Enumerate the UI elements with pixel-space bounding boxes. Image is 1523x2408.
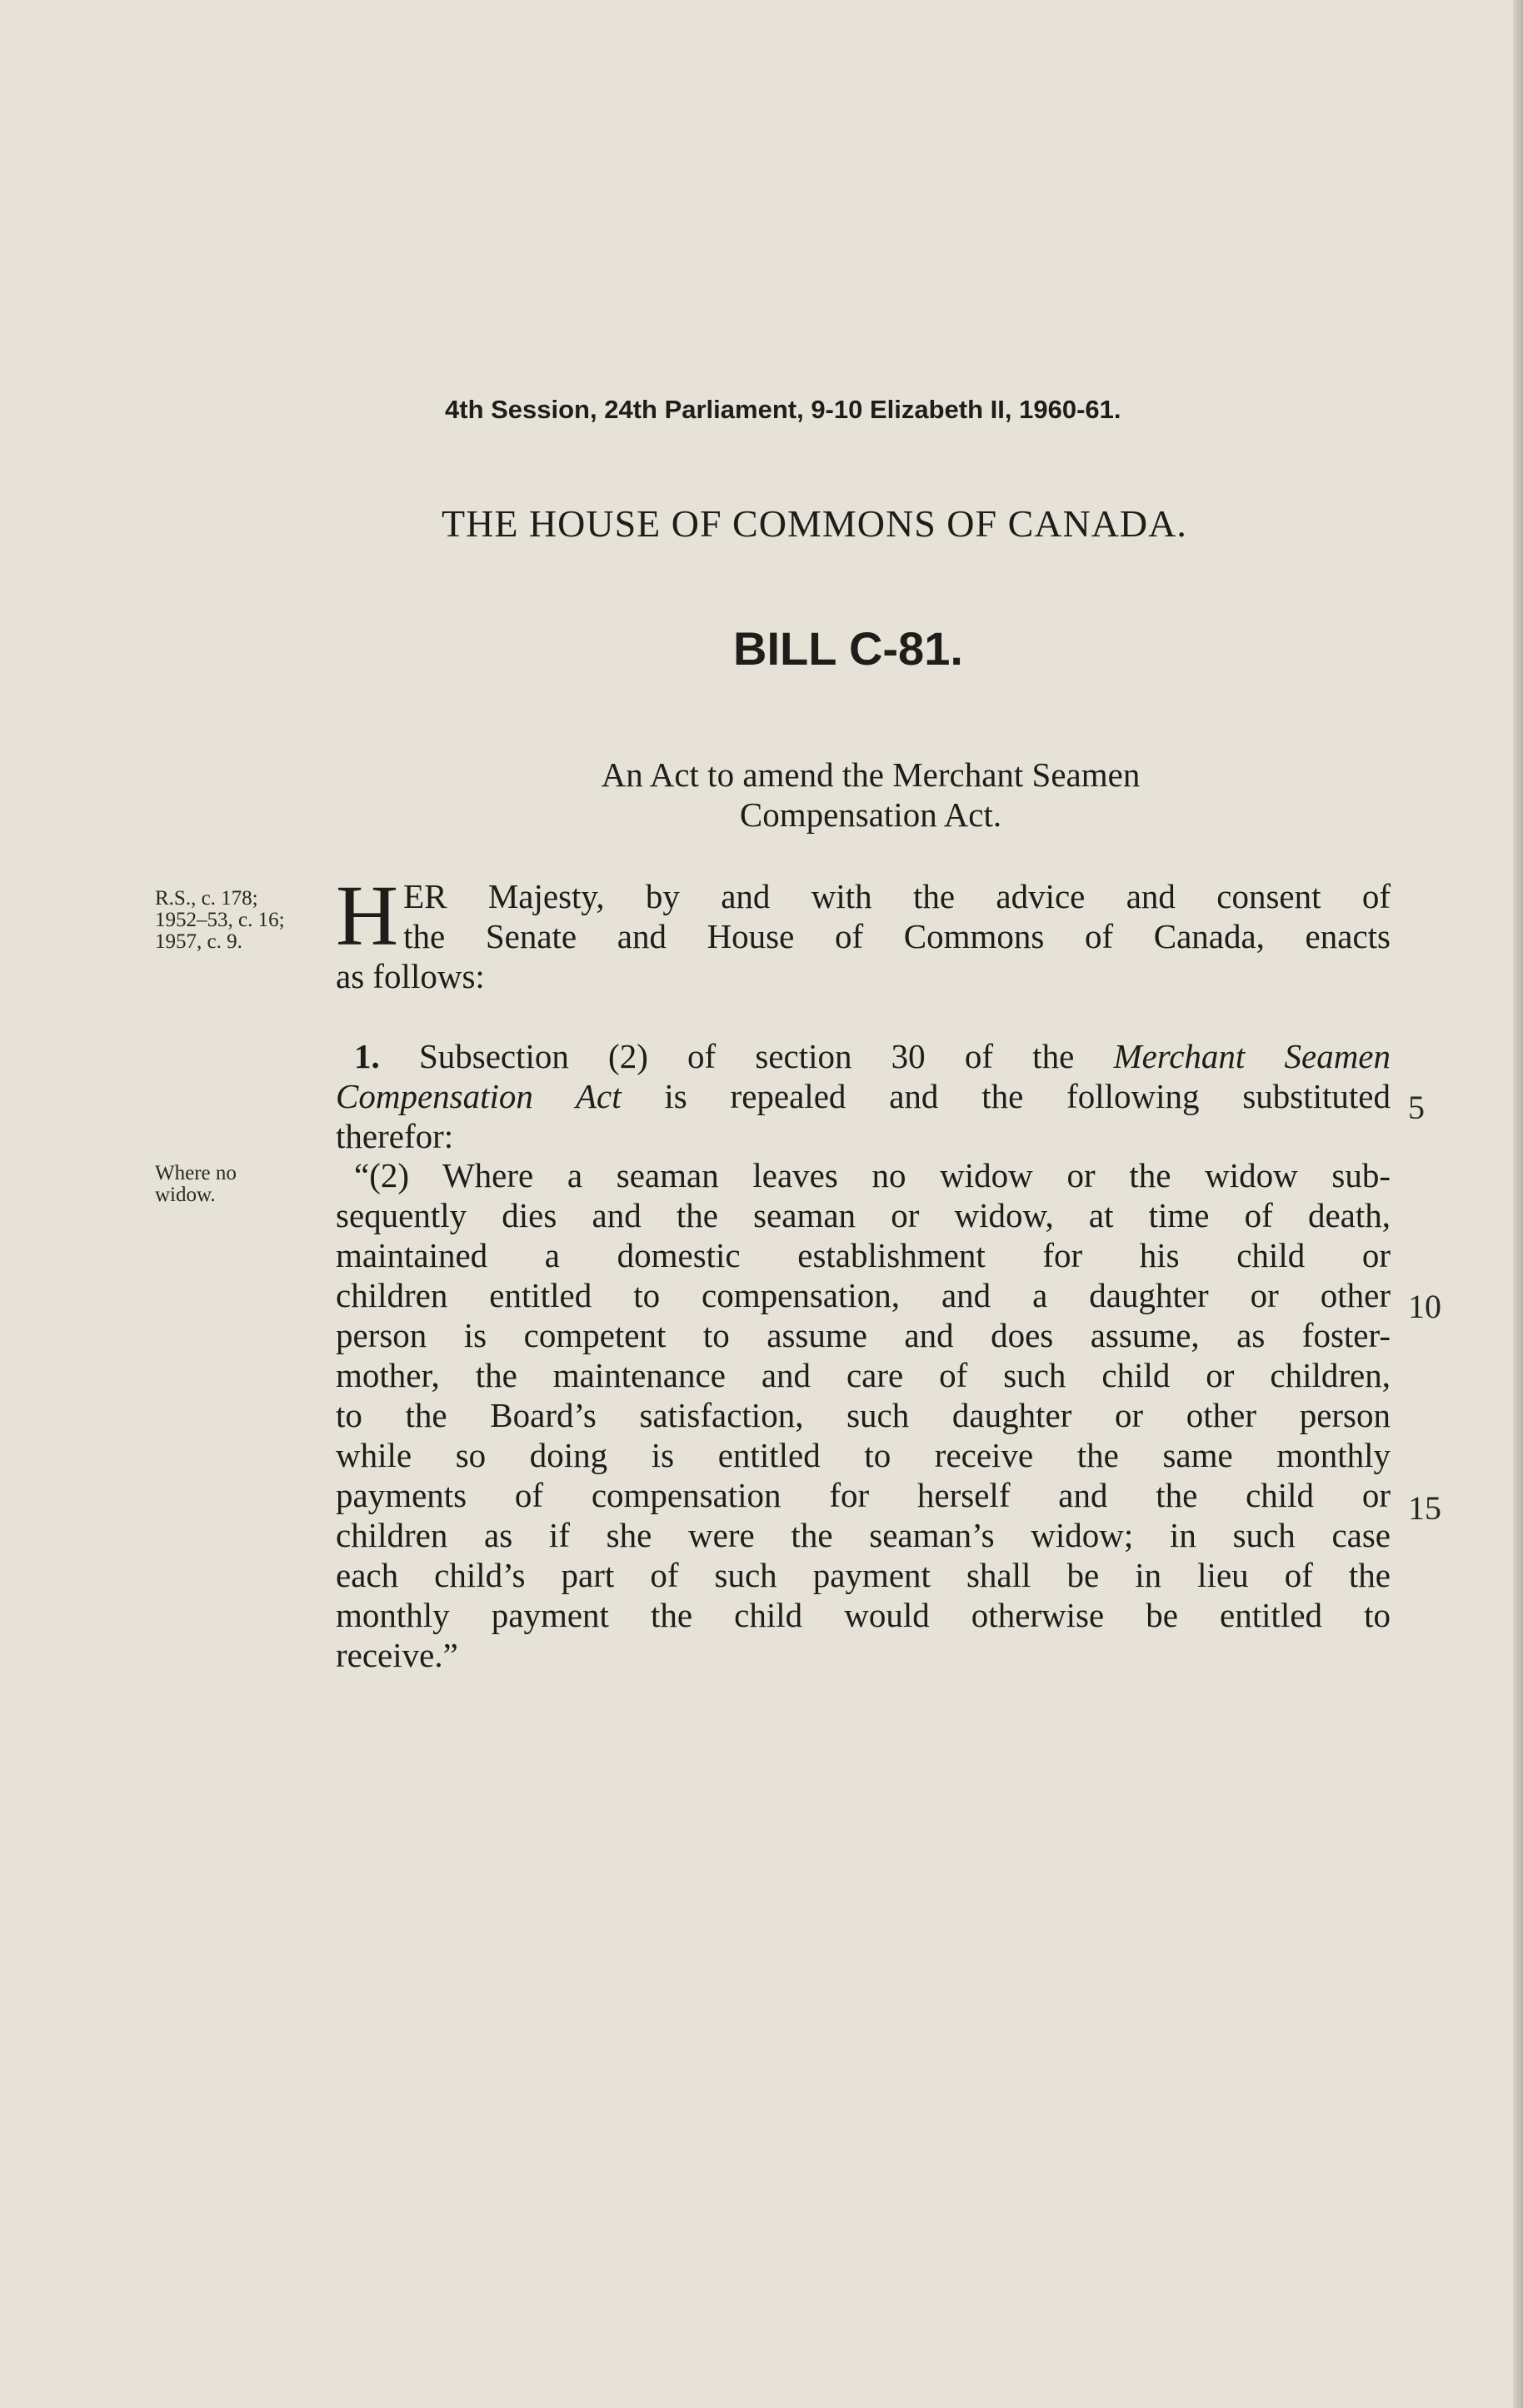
subsection-line: mother, the maintenance and care of such child or children,: [336, 1356, 1391, 1394]
margin-note-line-1: Where no: [155, 1162, 237, 1184]
subsection-line: to the Board’s satisfaction, such daughter or other person: [336, 1396, 1391, 1434]
line-number-10: 10: [1408, 1288, 1441, 1325]
section-1-line-2-text: is repealed and the following substituted: [664, 1077, 1391, 1115]
margin-note-where-no-widow: [155, 1163, 288, 1206]
act-name-part-1: Merchant Seamen: [1113, 1037, 1391, 1075]
act-title-line-2: Compensation Act.: [739, 795, 1002, 834]
enacting-line-2: the Senate and House of Commons of Canada, enacts: [403, 917, 1391, 955]
subsection-line: “(2) Where a seaman leaves no widow or the widow sub-: [354, 1156, 1391, 1194]
margin-note-line-2: widow.: [155, 1184, 216, 1206]
act-name-part-2: Compensation Act: [336, 1077, 622, 1115]
subsection-line: while so doing is entitled to receive the same monthly: [336, 1436, 1391, 1474]
section-number: 1.: [354, 1037, 380, 1075]
line-number-5: 5: [1408, 1089, 1425, 1126]
section-1-text: Subsection (2) of section 30 of the: [418, 1037, 1075, 1075]
drop-cap: H: [336, 868, 399, 964]
section-1-line-2: [336, 1076, 1391, 1116]
act-title-line-1: An Act to amend the Merchant Seamen: [601, 755, 1141, 794]
subsection-line: each child’s part of such payment shall be in lieu of the: [336, 1556, 1391, 1594]
house-title: THE HOUSE OF COMMONS OF CANADA.: [442, 502, 1187, 545]
citation-line-1: R.S., c. 178;: [155, 887, 258, 910]
subsection-line: sequently dies and the seaman or widow, at time of death,: [336, 1196, 1391, 1234]
subsection-line: receive.”: [336, 1636, 458, 1674]
page-edge: [1513, 0, 1523, 2408]
bill-title: BILL C-81.: [733, 622, 963, 675]
session-line: 4th Session, 24th Parliament, 9-10 Elizabeth II, 1960-61.: [445, 395, 1121, 424]
subsection-line: maintained a domestic establishment for his child or: [336, 1236, 1391, 1274]
citation-line-2: 1952–53, c. 16;: [155, 909, 285, 931]
subsection-line: person is competent to assume and does assume, as foster-: [336, 1316, 1391, 1354]
subsection-line: children as if she were the seaman’s widow; in such case: [336, 1516, 1391, 1554]
subsection-2: [336, 1155, 1391, 1675]
act-title: [467, 755, 1275, 835]
enacting-line-1: ER Majesty, by and with the advice and consent of: [403, 877, 1391, 915]
subsection-line: monthly payment the child would otherwise be entitled to: [336, 1596, 1391, 1634]
enacting-line-3: as follows:: [336, 957, 485, 995]
citation-line-3: 1957, c. 9.: [155, 930, 242, 953]
subsection-line: payments of compensation for herself and the child or: [336, 1476, 1391, 1514]
section-1-line-1: [336, 1036, 1391, 1076]
enacting-clause: [336, 868, 1391, 996]
section-1-line-3: therefor:: [336, 1117, 454, 1155]
line-number-15: 15: [1408, 1489, 1441, 1527]
section-1: [336, 1036, 1391, 1156]
margin-note-citation: [155, 888, 322, 953]
subsection-line: children entitled to compensation, and a daughter or other: [336, 1276, 1391, 1314]
